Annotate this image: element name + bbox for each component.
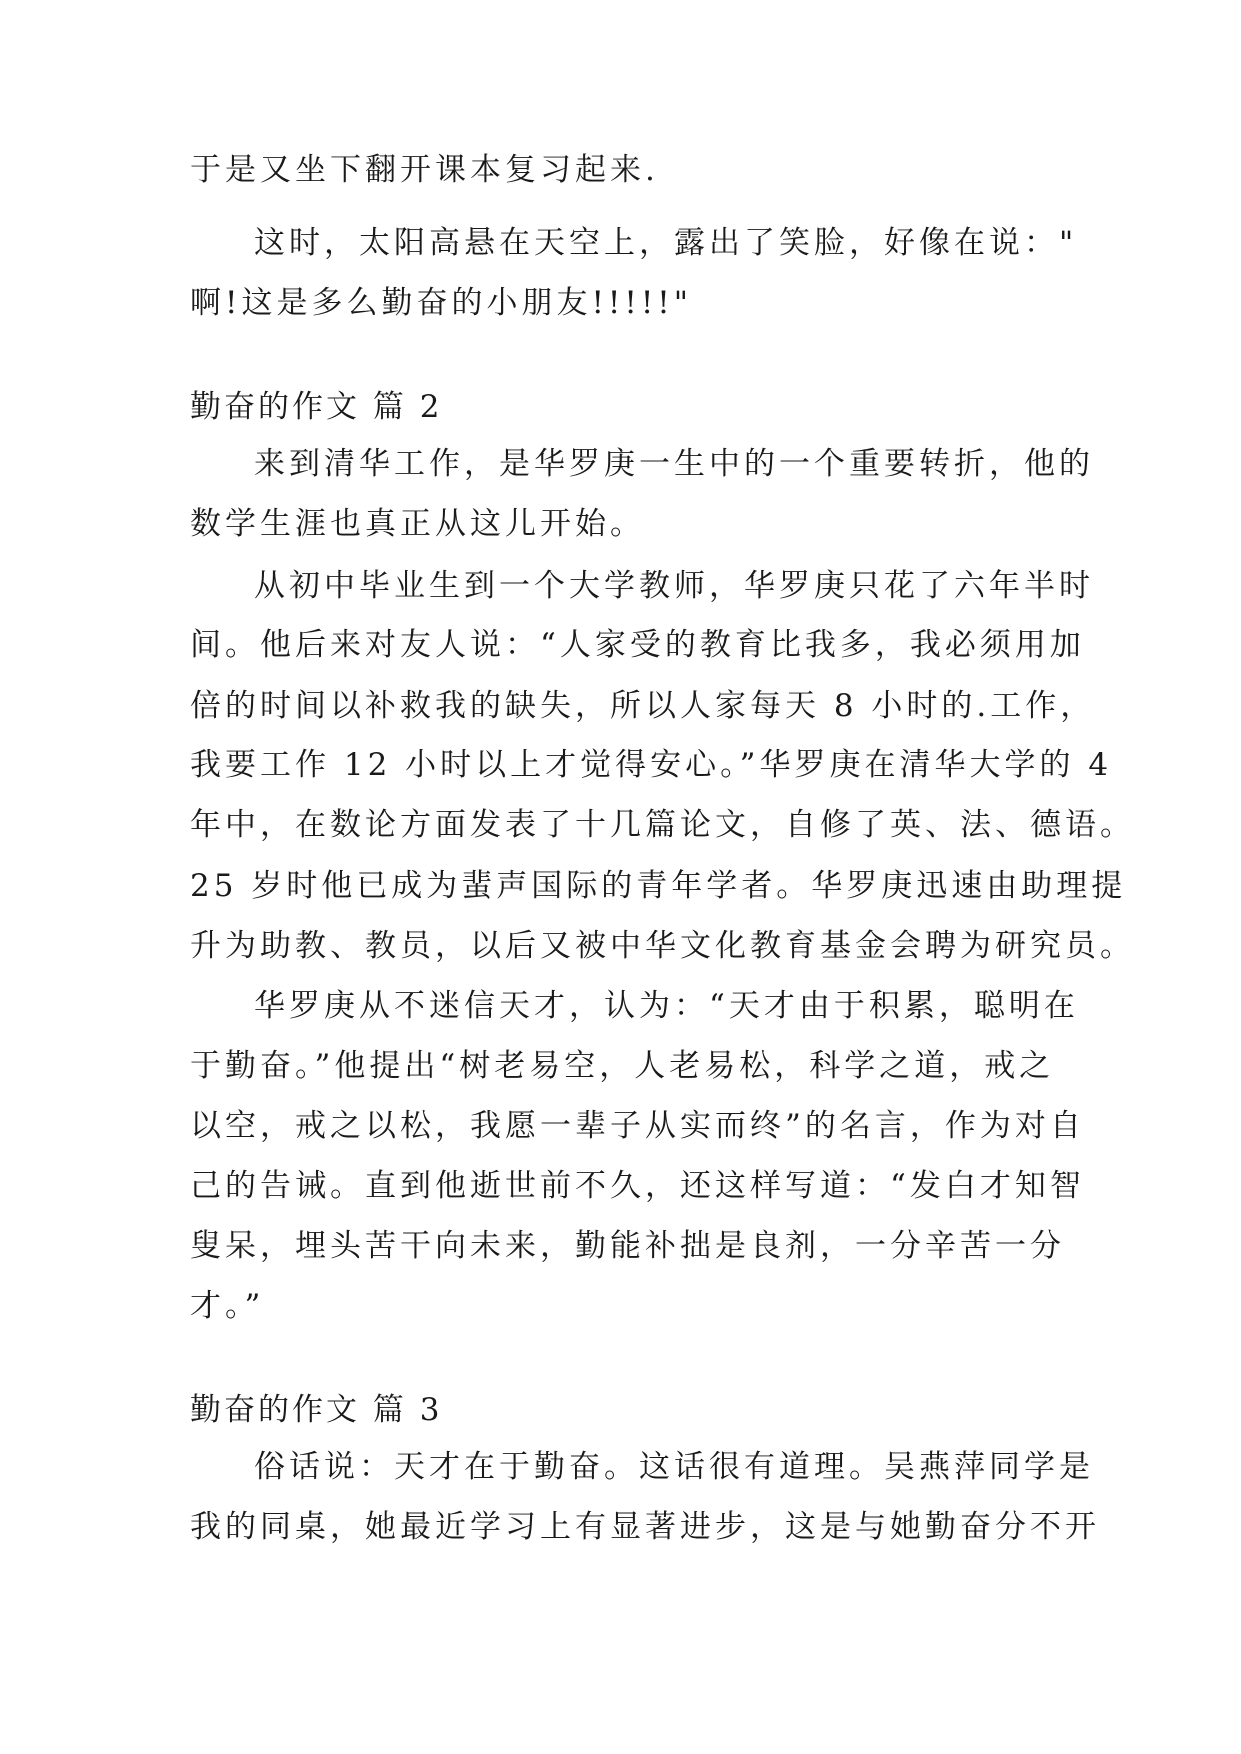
paragraph-line: 数学生涯也真正从这儿开始。 (190, 506, 645, 542)
paragraph-line: 我要工作 12 小时以上才觉得安心。”华罗庚在清华大学的 4 (190, 747, 1113, 783)
paragraph-line: 叟呆，埋头苦干向未来，勤能补拙是良剂，一分辛苦一分 (190, 1228, 1065, 1264)
paragraph-line: 升为助教、教员，以后又被中华文化教育基金会聘为研究员。 (190, 928, 1135, 964)
paragraph-line: 俗话说：天才在于勤奋。这话很有道理。吴燕萍同学是 (254, 1449, 1094, 1485)
paragraph-line: 来到清华工作，是华罗庚一生中的一个重要转折，他的 (254, 446, 1094, 482)
paragraph-line: 间。他后来对友人说：“人家受的教育比我多，我必须用加 (190, 627, 1085, 663)
paragraph-line: 这时，太阳高悬在天空上，露出了笑脸，好像在说：" (254, 225, 1078, 261)
paragraph-line: 己的告诫。直到他逝世前不久，还这样写道：“发白才知智 (190, 1168, 1085, 1204)
paragraph-line: 华罗庚从不迷信天才，认为：“天才由于积累，聪明在 (254, 988, 1079, 1024)
section-heading: 勤奋的作文 篇 2 (190, 389, 443, 425)
paragraph-line: 以空，戒之以松，我愿一辈子从实而终”的名言，作为对自 (190, 1108, 1085, 1144)
paragraph-line: 我的同桌，她最近学习上有显著进步，这是与她勤奋分不开 (190, 1509, 1100, 1545)
paragraph-line: 于勤奋。”他提出“树老易空，人老易松，科学之道，戒之 (190, 1048, 1055, 1084)
paragraph-line: 年中，在数论方面发表了十几篇论文，自修了英、法、德语。 (190, 807, 1135, 843)
section-heading: 勤奋的作文 篇 3 (190, 1392, 443, 1428)
paragraph-line: 25 岁时他已成为蜚声国际的青年学者。华罗庚迅速由助理提 (190, 868, 1127, 904)
paragraph-line: 才。” (190, 1288, 265, 1324)
paragraph-line: 倍的时间以补救我的缺失，所以人家每天 8 小时的.工作， (190, 688, 1096, 724)
paragraph-line: 于是又坐下翻开课本复习起来. (190, 152, 659, 188)
paragraph-line: 从初中毕业生到一个大学教师，华罗庚只花了六年半时 (254, 568, 1094, 604)
paragraph-line: 啊!这是多么勤奋的小朋友!!!!!" (190, 285, 693, 321)
